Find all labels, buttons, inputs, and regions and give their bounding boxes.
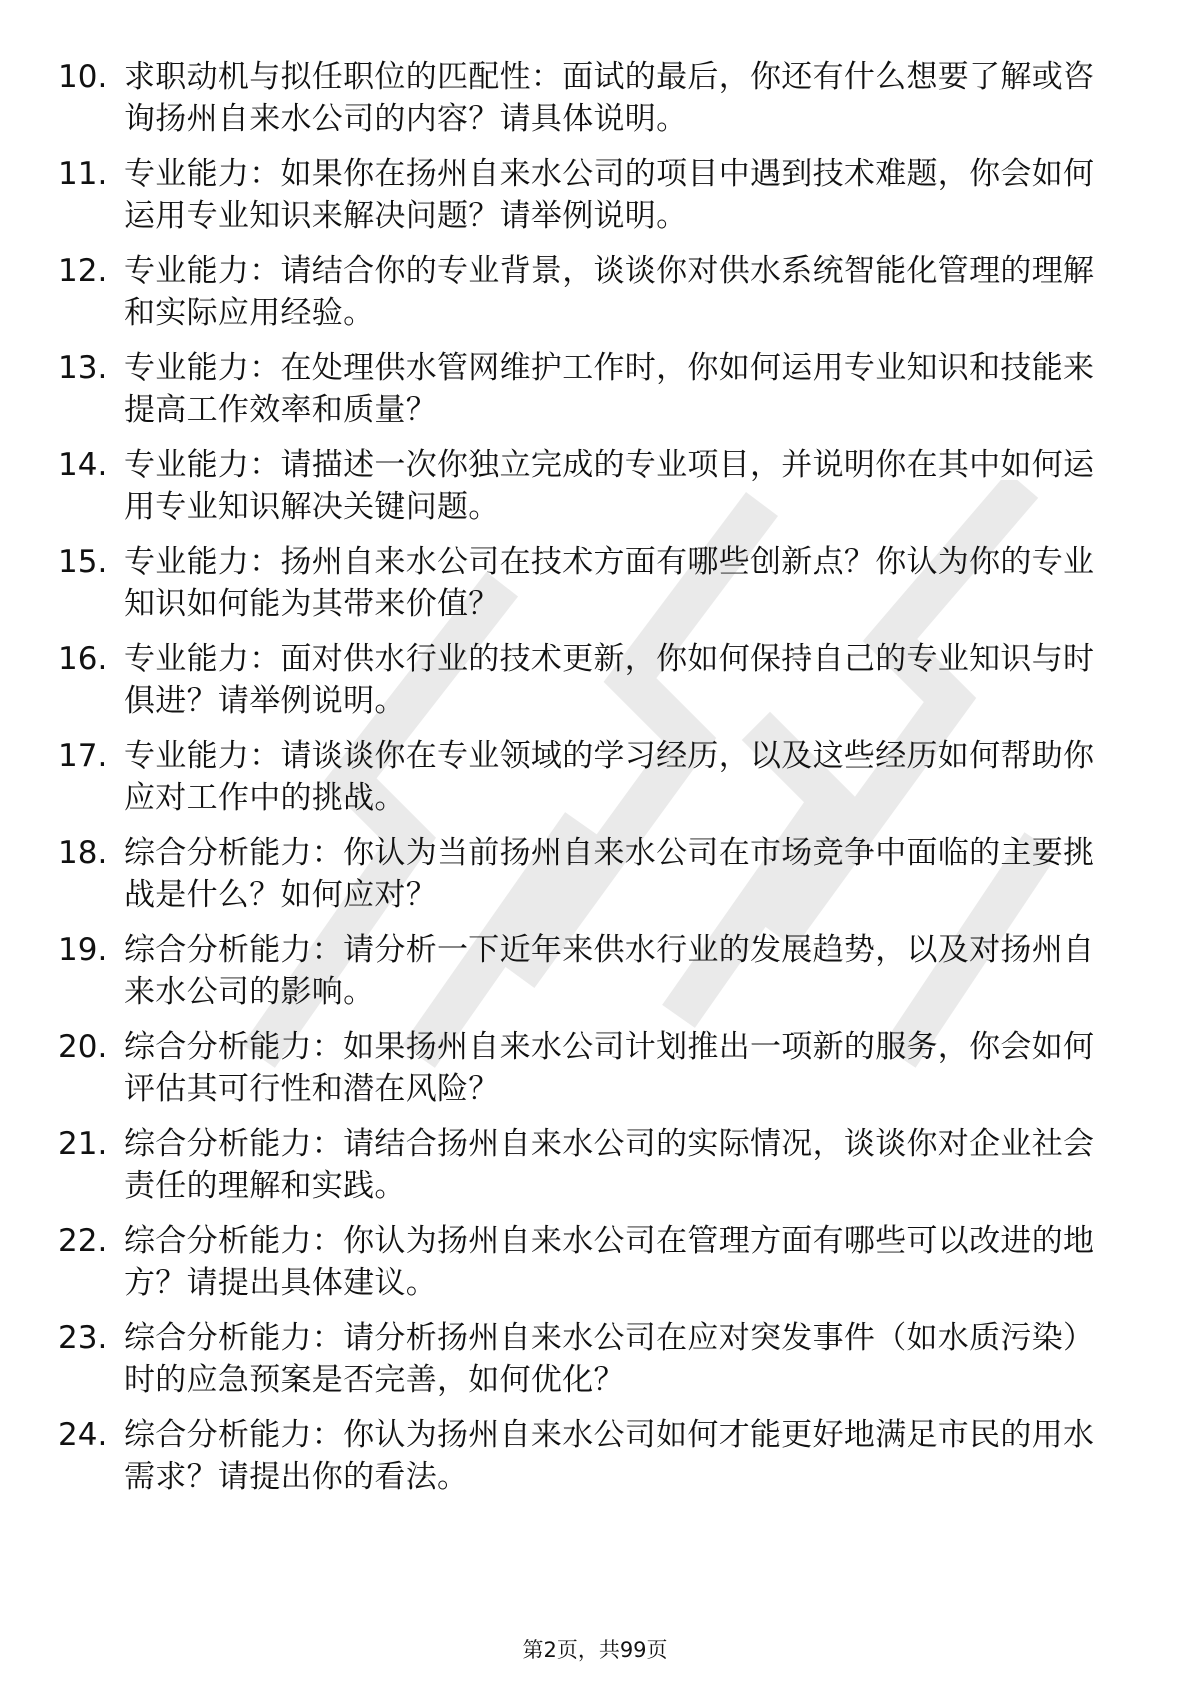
question-text: 专业能力：扬州自来水公司在技术方面有哪些创新点？你认为你的专业知识如何能为其带来价值？	[124, 544, 1095, 622]
question-item	[58, 832, 1108, 929]
question-number: 18.	[58, 835, 108, 871]
question-text: 专业能力：请描述一次你独立完成的专业项目，并说明你在其中如何运用专业知识解决关键问题。	[124, 447, 1095, 525]
question-text: 专业能力：面对供水行业的技术更新，你如何保持自己的专业知识与时俱进？请举例说明。	[124, 641, 1095, 719]
page-footer: 第2页，共99页	[522, 1638, 668, 1662]
question-number: 14.	[58, 447, 108, 483]
question-item	[58, 153, 1108, 250]
question-item	[58, 250, 1108, 347]
question-number: 21.	[58, 1126, 108, 1162]
question-text: 综合分析能力：你认为扬州自来水公司在管理方面有哪些可以改进的地方？请提出具体建议。	[124, 1223, 1095, 1301]
question-item	[58, 735, 1108, 832]
question-list	[58, 56, 1108, 1511]
question-item	[58, 347, 1108, 444]
question-item	[58, 1026, 1108, 1123]
question-text: 综合分析能力：你认为扬州自来水公司如何才能更好地满足市民的用水需求？请提出你的看法。	[124, 1417, 1095, 1495]
question-text: 专业能力：在处理供水管网维护工作时，你如何运用专业知识和技能来提高工作效率和质量？	[124, 350, 1095, 428]
question-number: 10.	[58, 59, 108, 95]
question-text: 综合分析能力：如果扬州自来水公司计划推出一项新的服务，你会如何评估其可行性和潜在风险？	[124, 1029, 1095, 1107]
question-item	[58, 638, 1108, 735]
question-number: 22.	[58, 1223, 108, 1259]
question-text: 专业能力：请谈谈你在专业领域的学习经历，以及这些经历如何帮助你应对工作中的挑战。	[124, 738, 1095, 816]
question-number: 12.	[58, 253, 108, 289]
question-number: 15.	[58, 544, 108, 580]
question-text: 综合分析能力：请结合扬州自来水公司的实际情况，谈谈你对企业社会责任的理解和实践。	[124, 1126, 1095, 1204]
question-text: 专业能力：如果你在扬州自来水公司的项目中遇到技术难题，你会如何运用专业知识来解决问题？请举例说明。	[124, 156, 1095, 234]
question-item	[58, 1123, 1108, 1220]
question-item	[58, 929, 1108, 1026]
question-number: 23.	[58, 1320, 108, 1356]
question-number: 13.	[58, 350, 108, 386]
question-text: 求职动机与拟任职位的匹配性：面试的最后，你还有什么想要了解或咨询扬州自来水公司的内容？请具体说明。	[124, 59, 1095, 137]
question-text: 专业能力：请结合你的专业背景，谈谈你对供水系统智能化管理的理解和实际应用经验。	[124, 253, 1095, 331]
question-item	[58, 541, 1108, 638]
question-item	[58, 1317, 1108, 1414]
question-text: 综合分析能力：你认为当前扬州自来水公司在市场竞争中面临的主要挑战是什么？如何应对？	[124, 835, 1095, 913]
question-number: 16.	[58, 641, 108, 677]
question-item	[58, 56, 1108, 153]
question-number: 17.	[58, 738, 108, 774]
question-item	[58, 1220, 1108, 1317]
question-item	[58, 444, 1108, 541]
question-item	[58, 1414, 1108, 1511]
question-number: 20.	[58, 1029, 108, 1065]
question-text: 综合分析能力：请分析扬州自来水公司在应对突发事件（如水质污染）时的应急预案是否完善，如何优化？	[124, 1320, 1095, 1398]
question-number: 11.	[58, 156, 108, 192]
question-text: 综合分析能力：请分析一下近年来供水行业的发展趋势，以及对扬州自来水公司的影响。	[124, 932, 1095, 1010]
question-number: 19.	[58, 932, 108, 968]
question-number: 24.	[58, 1417, 108, 1453]
